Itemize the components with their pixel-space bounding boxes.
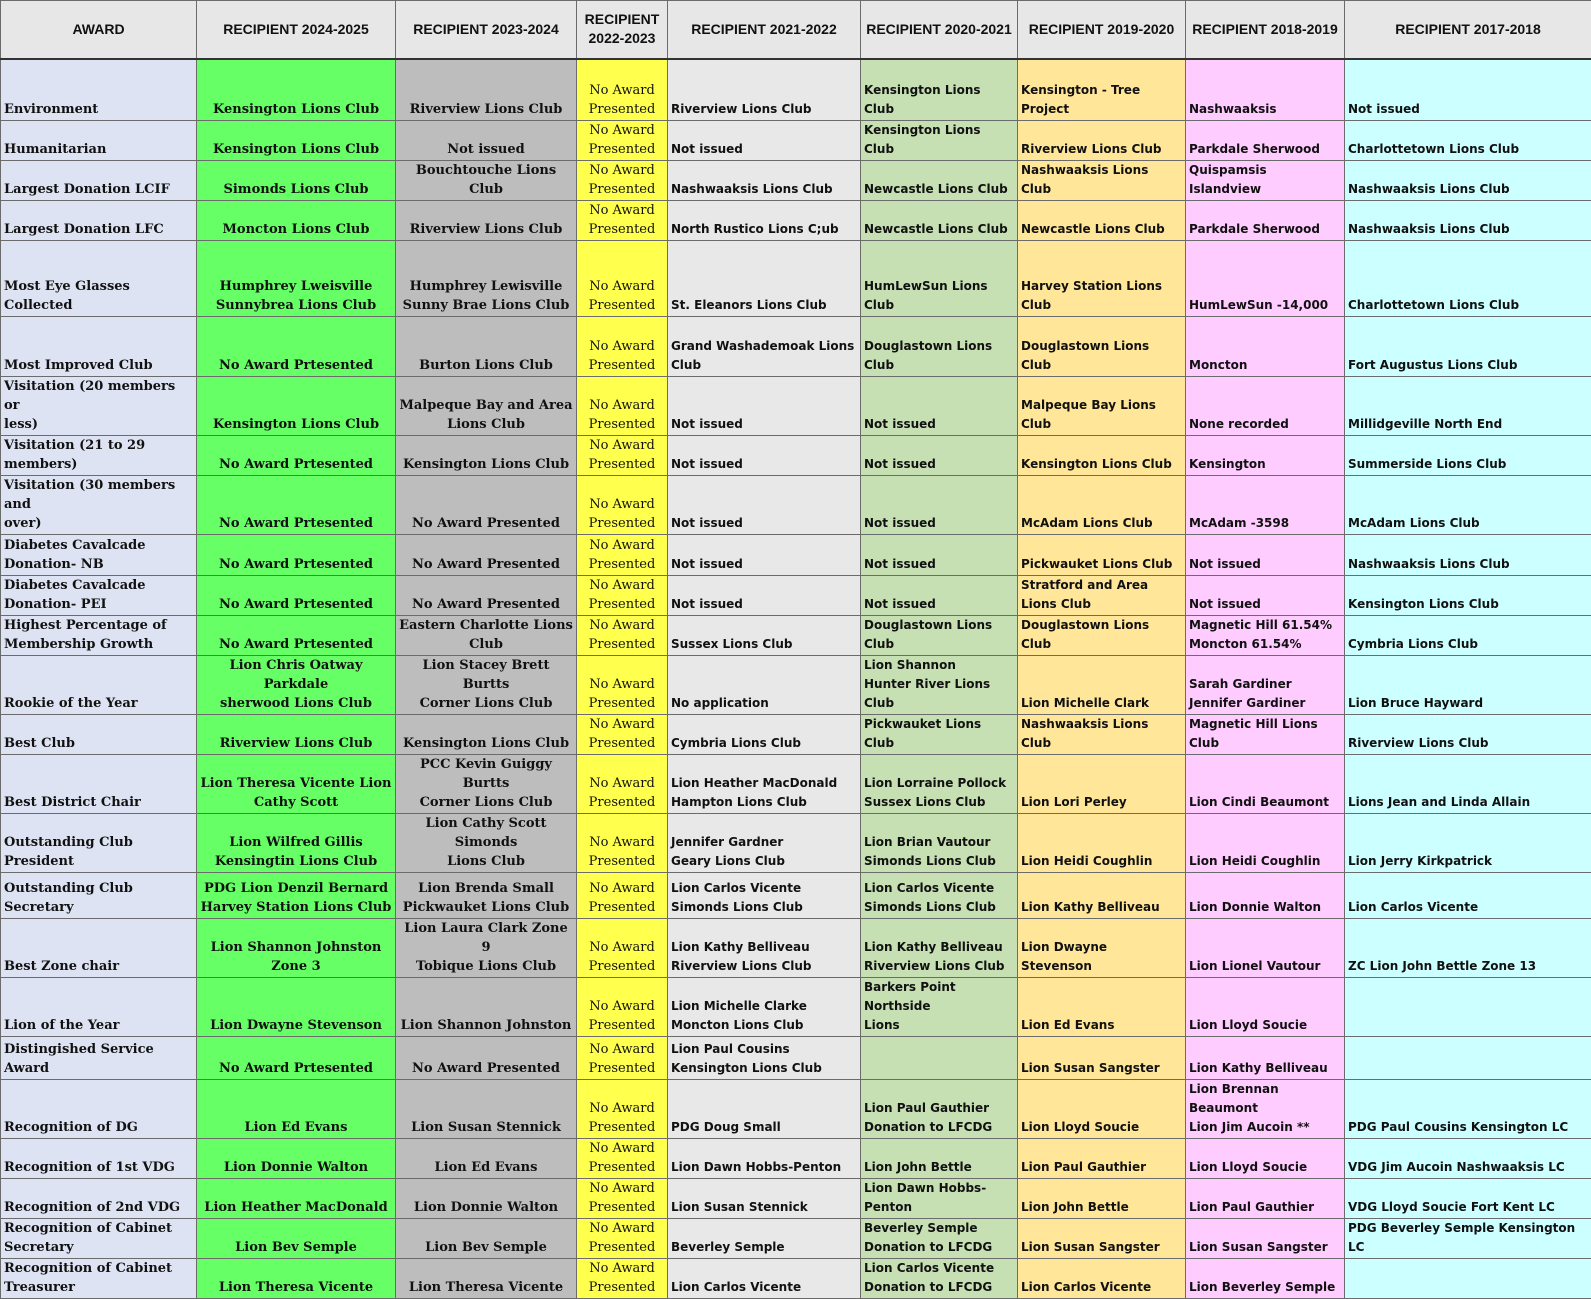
cell-recipient-2024-2025[interactable]: Lion Donnie Walton bbox=[197, 1138, 396, 1178]
cell-recipient-2024-2025[interactable]: Lion Shannon Johnston Zone 3 bbox=[197, 918, 396, 977]
cell-recipient-2018-2019[interactable]: Lion Susan Sangster bbox=[1186, 1218, 1345, 1258]
cell-recipient-2022-2023[interactable]: No Award Presented bbox=[577, 714, 668, 754]
cell-recipient-2017-2018[interactable]: Summerside Lions Club bbox=[1345, 435, 1591, 475]
cell-recipient-2024-2025[interactable]: No Award Prtesented bbox=[197, 316, 396, 376]
cell-recipient-2022-2023[interactable]: No Award Presented bbox=[577, 754, 668, 813]
cell-recipient-2018-2019[interactable]: Lion Brennan Beaumont Lion Jim Aucoin ** bbox=[1186, 1079, 1345, 1138]
cell-recipient-2018-2019[interactable]: Sarah Gardiner Jennifer Gardiner bbox=[1186, 655, 1345, 714]
cell-recipient-2020-2021[interactable]: Lion Lorraine Pollock Sussex Lions Club bbox=[861, 754, 1018, 813]
cell-recipient-2021-2022[interactable]: Lion Carlos Vicente bbox=[668, 1258, 861, 1298]
cell-recipient-2019-2020[interactable]: Lion Dwayne Stevenson bbox=[1018, 918, 1186, 977]
cell-recipient-2020-2021[interactable]: Not issued bbox=[861, 435, 1018, 475]
cell-recipient-2022-2023[interactable]: No Award Presented bbox=[577, 977, 668, 1036]
cell-recipient-2017-2018[interactable]: Nashwaaksis Lions Club bbox=[1345, 160, 1591, 200]
cell-recipient-2017-2018[interactable] bbox=[1345, 1036, 1591, 1079]
cell-recipient-2019-2020[interactable]: Lion Paul Gauthier bbox=[1018, 1138, 1186, 1178]
cell-recipient-2019-2020[interactable]: Nashwaaksis Lions Club bbox=[1018, 160, 1186, 200]
cell-recipient-2024-2025[interactable]: Riverview Lions Club bbox=[197, 714, 396, 754]
cell-recipient-2020-2021[interactable]: Lion Dawn Hobbs- Penton bbox=[861, 1178, 1018, 1218]
table-row bbox=[1, 200, 1591, 240]
cell-recipient-2017-2018[interactable]: VDG Jim Aucoin Nashwaaksis LC bbox=[1345, 1138, 1591, 1178]
table-row bbox=[1, 240, 1591, 316]
cell-recipient-2024-2025[interactable]: No Award Prtesented bbox=[197, 475, 396, 534]
cell-recipient-2024-2025[interactable]: Lion Bev Semple bbox=[197, 1218, 396, 1258]
cell-recipient-2022-2023[interactable]: No Award Presented bbox=[577, 575, 668, 615]
cell-recipient-2018-2019[interactable]: Lion Kathy Belliveau bbox=[1186, 1036, 1345, 1079]
cell-recipient-2019-2020[interactable]: Lion John Bettle bbox=[1018, 1178, 1186, 1218]
cell-recipient-2023-2024[interactable]: Humphrey Lewisville Sunny Brae Lions Club bbox=[396, 240, 577, 316]
cell-recipient-2019-2020[interactable]: Stratford and Area Lions Club bbox=[1018, 575, 1186, 615]
cell-recipient-2023-2024[interactable]: PCC Kevin Guiggy Burtts Corner Lions Club bbox=[396, 754, 577, 813]
cell-recipient-2023-2024[interactable]: Lion Laura Clark Zone 9 Tobique Lions Club bbox=[396, 918, 577, 977]
header-recipient-2023-2024[interactable]: RECIPIENT 2023-2024 bbox=[396, 1, 577, 60]
table-row bbox=[1, 977, 1591, 1036]
header-award[interactable]: AWARD bbox=[1, 1, 197, 60]
cell-award[interactable]: Visitation (30 members and over) bbox=[1, 475, 197, 534]
cell-recipient-2024-2025[interactable]: No Award Prtesented bbox=[197, 575, 396, 615]
cell-award[interactable]: Visitation (21 to 29 members) bbox=[1, 435, 197, 475]
cell-recipient-2017-2018[interactable]: PDG Beverley Semple Kensington LC bbox=[1345, 1218, 1591, 1258]
cell-award[interactable]: Best Zone chair bbox=[1, 918, 197, 977]
cell-award[interactable]: Largest Donation LCIF bbox=[1, 160, 197, 200]
cell-recipient-2024-2025[interactable]: Lion Chris Oatway Parkdale sherwood Lions Club bbox=[197, 655, 396, 714]
cell-recipient-2023-2024[interactable]: Riverview Lions Club bbox=[396, 200, 577, 240]
cell-recipient-2017-2018[interactable]: Riverview Lions Club bbox=[1345, 714, 1591, 754]
cell-recipient-2018-2019[interactable]: Nashwaaksis bbox=[1186, 59, 1345, 120]
table-row bbox=[1, 160, 1591, 200]
cell-recipient-2017-2018[interactable]: Lion Bruce Hayward bbox=[1345, 655, 1591, 714]
cell-recipient-2024-2025[interactable]: No Award Prtesented bbox=[197, 435, 396, 475]
cell-award[interactable]: Recognition of Cabinet Treasurer bbox=[1, 1258, 197, 1298]
cell-recipient-2022-2023[interactable]: No Award Presented bbox=[577, 872, 668, 918]
cell-recipient-2022-2023[interactable]: No Award Presented bbox=[577, 1258, 668, 1298]
table-row bbox=[1, 1138, 1591, 1178]
cell-recipient-2021-2022[interactable]: Beverley Semple bbox=[668, 1218, 861, 1258]
table-row bbox=[1, 376, 1591, 435]
cell-recipient-2020-2021[interactable]: Kensington Lions Club bbox=[861, 59, 1018, 120]
cell-recipient-2018-2019[interactable]: Not issued bbox=[1186, 534, 1345, 575]
cell-recipient-2024-2025[interactable]: Moncton Lions Club bbox=[197, 200, 396, 240]
cell-recipient-2017-2018[interactable]: Nashwaaksis Lions Club bbox=[1345, 534, 1591, 575]
cell-recipient-2017-2018[interactable]: Not issued bbox=[1345, 59, 1591, 120]
header-recipient-2021-2022[interactable]: RECIPIENT 2021-2022 bbox=[668, 1, 861, 60]
cell-recipient-2019-2020[interactable]: Malpeque Bay Lions Club bbox=[1018, 376, 1186, 435]
cell-recipient-2024-2025[interactable]: Lion Heather MacDonald bbox=[197, 1178, 396, 1218]
table-row bbox=[1, 59, 1591, 120]
cell-recipient-2023-2024[interactable]: Lion Theresa Vicente bbox=[396, 1258, 577, 1298]
cell-recipient-2017-2018[interactable]: Lions Jean and Linda Allain bbox=[1345, 754, 1591, 813]
cell-recipient-2022-2023[interactable]: No Award Presented bbox=[577, 59, 668, 120]
cell-recipient-2020-2021[interactable]: Pickwauket Lions Club bbox=[861, 714, 1018, 754]
cell-recipient-2022-2023[interactable]: No Award Presented bbox=[577, 655, 668, 714]
cell-recipient-2021-2022[interactable]: Lion Paul Cousins Kensington Lions Club bbox=[668, 1036, 861, 1079]
cell-recipient-2021-2022[interactable]: Lion Kathy Belliveau Riverview Lions Club bbox=[668, 918, 861, 977]
cell-recipient-2020-2021[interactable]: Douglastown Lions Club bbox=[861, 615, 1018, 655]
cell-recipient-2024-2025[interactable]: Humphrey Lweisville Sunnybrea Lions Club bbox=[197, 240, 396, 316]
cell-recipient-2021-2022[interactable]: PDG Doug Small bbox=[668, 1079, 861, 1138]
cell-recipient-2022-2023[interactable]: No Award Presented bbox=[577, 813, 668, 872]
cell-recipient-2022-2023[interactable]: No Award Presented bbox=[577, 1036, 668, 1079]
table-row bbox=[1, 475, 1591, 534]
cell-recipient-2022-2023[interactable]: No Award Presented bbox=[577, 918, 668, 977]
cell-recipient-2023-2024[interactable]: Lion Donnie Walton bbox=[396, 1178, 577, 1218]
cell-recipient-2019-2020[interactable]: Lion Heidi Coughlin bbox=[1018, 813, 1186, 872]
cell-recipient-2017-2018[interactable] bbox=[1345, 977, 1591, 1036]
cell-recipient-2021-2022[interactable]: No application bbox=[668, 655, 861, 714]
cell-recipient-2023-2024[interactable]: Kensington Lions Club bbox=[396, 714, 577, 754]
cell-award[interactable]: Distingished Service Award bbox=[1, 1036, 197, 1079]
cell-recipient-2024-2025[interactable]: Lion Wilfred Gillis Kensingtin Lions Club bbox=[197, 813, 396, 872]
cell-recipient-2023-2024[interactable]: Lion Susan Stennick bbox=[396, 1079, 577, 1138]
cell-recipient-2018-2019[interactable]: Quispamsis Islandview bbox=[1186, 160, 1345, 200]
cell-award[interactable]: Lion of the Year bbox=[1, 977, 197, 1036]
cell-recipient-2020-2021[interactable]: Beverley Semple Donation to LFCDG bbox=[861, 1218, 1018, 1258]
cell-recipient-2024-2025[interactable]: Simonds Lions Club bbox=[197, 160, 396, 200]
cell-recipient-2019-2020[interactable]: Lion Ed Evans bbox=[1018, 977, 1186, 1036]
cell-recipient-2022-2023[interactable]: No Award Presented bbox=[577, 1218, 668, 1258]
cell-recipient-2021-2022[interactable]: Lion Carlos Vicente Simonds Lions Club bbox=[668, 872, 861, 918]
header-recipient-2019-2020[interactable]: RECIPIENT 2019-2020 bbox=[1018, 1, 1186, 60]
cell-recipient-2022-2023[interactable]: No Award Presented bbox=[577, 376, 668, 435]
table-row bbox=[1, 1218, 1591, 1258]
cell-recipient-2020-2021[interactable]: HumLewSun Lions Club bbox=[861, 240, 1018, 316]
cell-recipient-2020-2021[interactable]: Barkers Point Northside Lions bbox=[861, 977, 1018, 1036]
cell-recipient-2021-2022[interactable]: Not issued bbox=[668, 120, 861, 160]
cell-recipient-2017-2018[interactable] bbox=[1345, 1258, 1591, 1298]
cell-recipient-2021-2022[interactable]: North Rustico Lions C;ub bbox=[668, 200, 861, 240]
cell-recipient-2024-2025[interactable]: Lion Theresa Vicente bbox=[197, 1258, 396, 1298]
cell-recipient-2020-2021[interactable]: Newcastle Lions Club bbox=[861, 200, 1018, 240]
cell-recipient-2023-2024[interactable]: No Award Presented bbox=[396, 1036, 577, 1079]
cell-recipient-2021-2022[interactable]: Not issued bbox=[668, 575, 861, 615]
cell-recipient-2019-2020[interactable]: Newcastle Lions Club bbox=[1018, 200, 1186, 240]
cell-recipient-2023-2024[interactable]: No Award Presented bbox=[396, 534, 577, 575]
cell-recipient-2018-2019[interactable]: Lion Lloyd Soucie bbox=[1186, 977, 1345, 1036]
cell-recipient-2019-2020[interactable]: Lion Lloyd Soucie bbox=[1018, 1079, 1186, 1138]
header-recipient-2022-2023[interactable]: RECIPIENT 2022-2023 bbox=[577, 1, 668, 60]
cell-recipient-2023-2024[interactable]: No Award Presented bbox=[396, 575, 577, 615]
cell-recipient-2024-2025[interactable]: Lion Dwayne Stevenson bbox=[197, 977, 396, 1036]
cell-award[interactable]: Outstanding Club President bbox=[1, 813, 197, 872]
cell-recipient-2018-2019[interactable]: Lion Beverley Semple bbox=[1186, 1258, 1345, 1298]
cell-award[interactable]: Environment bbox=[1, 59, 197, 120]
cell-award[interactable]: Highest Percentage of Membership Growth bbox=[1, 615, 197, 655]
cell-recipient-2018-2019[interactable]: Parkdale Sherwood bbox=[1186, 120, 1345, 160]
cell-recipient-2020-2021[interactable]: Kensington Lions Club bbox=[861, 120, 1018, 160]
cell-award[interactable]: Most Eye Glasses Collected bbox=[1, 240, 197, 316]
cell-recipient-2018-2019[interactable]: Magnetic Hill Lions Club bbox=[1186, 714, 1345, 754]
cell-recipient-2020-2021[interactable]: Lion Brian Vautour Simonds Lions Club bbox=[861, 813, 1018, 872]
cell-recipient-2023-2024[interactable]: Lion Shannon Johnston bbox=[396, 977, 577, 1036]
cell-award[interactable]: Outstanding Club Secretary bbox=[1, 872, 197, 918]
table-row bbox=[1, 813, 1591, 872]
cell-recipient-2020-2021[interactable]: Not issued bbox=[861, 534, 1018, 575]
cell-recipient-2019-2020[interactable]: Harvey Station Lions Club bbox=[1018, 240, 1186, 316]
cell-recipient-2024-2025[interactable]: Kensington Lions Club bbox=[197, 376, 396, 435]
cell-recipient-2018-2019[interactable]: Lion Heidi Coughlin bbox=[1186, 813, 1345, 872]
cell-award[interactable]: Humanitarian bbox=[1, 120, 197, 160]
cell-recipient-2022-2023[interactable]: No Award Presented bbox=[577, 120, 668, 160]
cell-recipient-2020-2021[interactable]: Not issued bbox=[861, 475, 1018, 534]
cell-recipient-2018-2019[interactable]: HumLewSun -14,000 bbox=[1186, 240, 1345, 316]
cell-recipient-2020-2021[interactable]: Lion John Bettle bbox=[861, 1138, 1018, 1178]
table-row bbox=[1, 655, 1591, 714]
cell-recipient-2021-2022[interactable]: Not issued bbox=[668, 376, 861, 435]
cell-recipient-2019-2020[interactable]: Nashwaaksis Lions Club bbox=[1018, 714, 1186, 754]
cell-recipient-2024-2025[interactable]: Lion Theresa Vicente Lion Cathy Scott bbox=[197, 754, 396, 813]
cell-recipient-2017-2018[interactable]: Cymbria Lions Club bbox=[1345, 615, 1591, 655]
cell-award[interactable]: Diabetes Cavalcade Donation- NB bbox=[1, 534, 197, 575]
cell-recipient-2021-2022[interactable]: Grand Washademoak Lions Club bbox=[668, 316, 861, 376]
cell-recipient-2019-2020[interactable]: Lion Susan Sangster bbox=[1018, 1036, 1186, 1079]
table-row bbox=[1, 1178, 1591, 1218]
cell-recipient-2019-2020[interactable]: Douglastown Lions Club bbox=[1018, 316, 1186, 376]
cell-recipient-2021-2022[interactable]: Lion Susan Stennick bbox=[668, 1178, 861, 1218]
cell-recipient-2022-2023[interactable]: No Award Presented bbox=[577, 1138, 668, 1178]
cell-recipient-2019-2020[interactable]: Lion Susan Sangster bbox=[1018, 1218, 1186, 1258]
cell-recipient-2018-2019[interactable]: Parkdale Sherwood bbox=[1186, 200, 1345, 240]
cell-award[interactable]: Diabetes Cavalcade Donation- PEI bbox=[1, 575, 197, 615]
cell-recipient-2019-2020[interactable]: Lion Lori Perley bbox=[1018, 754, 1186, 813]
cell-recipient-2024-2025[interactable]: No Award Prtesented bbox=[197, 615, 396, 655]
cell-recipient-2023-2024[interactable]: Kensington Lions Club bbox=[396, 435, 577, 475]
table-row bbox=[1, 615, 1591, 655]
cell-recipient-2018-2019[interactable]: Lion Lloyd Soucie bbox=[1186, 1138, 1345, 1178]
cell-recipient-2021-2022[interactable]: Not issued bbox=[668, 435, 861, 475]
cell-recipient-2020-2021[interactable] bbox=[861, 1036, 1018, 1079]
cell-recipient-2018-2019[interactable]: Lion Cindi Beaumont bbox=[1186, 754, 1345, 813]
cell-recipient-2019-2020[interactable]: Lion Kathy Belliveau bbox=[1018, 872, 1186, 918]
cell-recipient-2019-2020[interactable]: Kensington Lions Club bbox=[1018, 435, 1186, 475]
cell-recipient-2021-2022[interactable]: Nashwaaksis Lions Club bbox=[668, 160, 861, 200]
cell-recipient-2022-2023[interactable]: No Award Presented bbox=[577, 435, 668, 475]
cell-award[interactable]: Recognition of Cabinet Secretary bbox=[1, 1218, 197, 1258]
cell-recipient-2022-2023[interactable]: No Award Presented bbox=[577, 1178, 668, 1218]
cell-recipient-2017-2018[interactable]: ZC Lion John Bettle Zone 13 bbox=[1345, 918, 1591, 977]
cell-recipient-2018-2019[interactable]: Lion Paul Gauthier bbox=[1186, 1178, 1345, 1218]
cell-recipient-2023-2024[interactable]: Eastern Charlotte Lions Club bbox=[396, 615, 577, 655]
cell-recipient-2021-2022[interactable]: Jennifer Gardner Geary Lions Club bbox=[668, 813, 861, 872]
cell-recipient-2020-2021[interactable]: Lion Shannon Hunter River Lions Club bbox=[861, 655, 1018, 714]
cell-recipient-2021-2022[interactable]: Sussex Lions Club bbox=[668, 615, 861, 655]
cell-recipient-2023-2024[interactable]: Not issued bbox=[396, 120, 577, 160]
cell-recipient-2023-2024[interactable]: Riverview Lions Club bbox=[396, 59, 577, 120]
cell-recipient-2017-2018[interactable]: Charlottetown Lions Club bbox=[1345, 120, 1591, 160]
cell-award[interactable]: Most Improved Club bbox=[1, 316, 197, 376]
table-row bbox=[1, 575, 1591, 615]
cell-recipient-2017-2018[interactable]: Lion Carlos Vicente bbox=[1345, 872, 1591, 918]
cell-recipient-2020-2021[interactable]: Not issued bbox=[861, 376, 1018, 435]
cell-recipient-2022-2023[interactable]: No Award Presented bbox=[577, 240, 668, 316]
cell-recipient-2021-2022[interactable]: Cymbria Lions Club bbox=[668, 714, 861, 754]
table-row bbox=[1, 316, 1591, 376]
cell-recipient-2022-2023[interactable]: No Award Presented bbox=[577, 316, 668, 376]
cell-award[interactable]: Visitation (20 members or less) bbox=[1, 376, 197, 435]
cell-recipient-2018-2019[interactable]: Kensington bbox=[1186, 435, 1345, 475]
table-row bbox=[1, 1079, 1591, 1138]
cell-recipient-2018-2019[interactable]: Moncton bbox=[1186, 316, 1345, 376]
cell-recipient-2022-2023[interactable]: No Award Presented bbox=[577, 534, 668, 575]
cell-recipient-2019-2020[interactable]: Douglastown Lions Club bbox=[1018, 615, 1186, 655]
cell-award[interactable]: Largest Donation LFC bbox=[1, 200, 197, 240]
cell-recipient-2020-2021[interactable]: Lion Kathy Belliveau Riverview Lions Club bbox=[861, 918, 1018, 977]
cell-recipient-2023-2024[interactable]: Lion Stacey Brett Burtts Corner Lions Club bbox=[396, 655, 577, 714]
table-row bbox=[1, 918, 1591, 977]
cell-award[interactable]: Best District Chair bbox=[1, 754, 197, 813]
cell-recipient-2022-2023[interactable]: No Award Presented bbox=[577, 160, 668, 200]
cell-recipient-2023-2024[interactable]: Lion Cathy Scott Simonds Lions Club bbox=[396, 813, 577, 872]
cell-recipient-2023-2024[interactable]: Burton Lions Club bbox=[396, 316, 577, 376]
cell-recipient-2023-2024[interactable]: Bouchtouche Lions Club bbox=[396, 160, 577, 200]
cell-recipient-2020-2021[interactable]: Not issued bbox=[861, 575, 1018, 615]
header-row bbox=[1, 1, 1591, 60]
cell-recipient-2017-2018[interactable]: Millidgeville North End bbox=[1345, 376, 1591, 435]
cell-recipient-2022-2023[interactable]: No Award Presented bbox=[577, 200, 668, 240]
header-recipient-2018-2019[interactable]: RECIPIENT 2018-2019 bbox=[1186, 1, 1345, 60]
cell-recipient-2021-2022[interactable]: Not issued bbox=[668, 534, 861, 575]
header-recipient-2024-2025[interactable]: RECIPIENT 2024-2025 bbox=[197, 1, 396, 60]
cell-award[interactable]: Best Club bbox=[1, 714, 197, 754]
cell-recipient-2021-2022[interactable]: Lion Heather MacDonald Hampton Lions Club bbox=[668, 754, 861, 813]
cell-recipient-2024-2025[interactable]: Kensington Lions Club bbox=[197, 120, 396, 160]
table-row bbox=[1, 872, 1591, 918]
table-row bbox=[1, 714, 1591, 754]
table-row bbox=[1, 754, 1591, 813]
cell-recipient-2024-2025[interactable]: PDG Lion Denzil Bernard Harvey Station Lions Club bbox=[197, 872, 396, 918]
cell-recipient-2018-2019[interactable]: Lion Lionel Vautour bbox=[1186, 918, 1345, 977]
cell-recipient-2021-2022[interactable]: Lion Dawn Hobbs-Penton bbox=[668, 1138, 861, 1178]
cell-recipient-2021-2022[interactable]: Riverview Lions Club bbox=[668, 59, 861, 120]
cell-recipient-2019-2020[interactable]: Riverview Lions Club bbox=[1018, 120, 1186, 160]
cell-recipient-2018-2019[interactable]: McAdam -3598 bbox=[1186, 475, 1345, 534]
cell-recipient-2018-2019[interactable]: Magnetic Hill 61.54% Moncton 61.54% bbox=[1186, 615, 1345, 655]
cell-recipient-2017-2018[interactable]: PDG Paul Cousins Kensington LC bbox=[1345, 1079, 1591, 1138]
cell-recipient-2022-2023[interactable]: No Award Presented bbox=[577, 615, 668, 655]
cell-recipient-2021-2022[interactable]: Not issued bbox=[668, 475, 861, 534]
cell-recipient-2021-2022[interactable]: Lion Michelle Clarke Moncton Lions Club bbox=[668, 977, 861, 1036]
cell-recipient-2019-2020[interactable]: Lion Michelle Clark bbox=[1018, 655, 1186, 714]
cell-recipient-2024-2025[interactable]: No Award Prtesented bbox=[197, 534, 396, 575]
cell-award[interactable]: Recognition of 2nd VDG bbox=[1, 1178, 197, 1218]
cell-recipient-2018-2019[interactable]: Lion Donnie Walton bbox=[1186, 872, 1345, 918]
header-recipient-2017-2018[interactable]: RECIPIENT 2017-2018 bbox=[1345, 1, 1591, 60]
cell-recipient-2021-2022[interactable]: St. Eleanors Lions Club bbox=[668, 240, 861, 316]
cell-recipient-2018-2019[interactable]: Not issued bbox=[1186, 575, 1345, 615]
cell-recipient-2019-2020[interactable]: Kensington - Tree Project bbox=[1018, 59, 1186, 120]
table-row bbox=[1, 1036, 1591, 1079]
cell-recipient-2022-2023[interactable]: No Award Presented bbox=[577, 475, 668, 534]
cell-recipient-2020-2021[interactable]: Lion Paul Gauthier Donation to LFCDG bbox=[861, 1079, 1018, 1138]
cell-recipient-2023-2024[interactable]: Lion Ed Evans bbox=[396, 1138, 577, 1178]
cell-recipient-2020-2021[interactable]: Lion Carlos Vicente Donation to LFCDG bbox=[861, 1258, 1018, 1298]
cell-award[interactable]: Rookie of the Year bbox=[1, 655, 197, 714]
table-row bbox=[1, 534, 1591, 575]
table-row bbox=[1, 1258, 1591, 1298]
cell-award[interactable]: Recognition of DG bbox=[1, 1079, 197, 1138]
table-row bbox=[1, 435, 1591, 475]
cell-recipient-2024-2025[interactable]: Lion Ed Evans bbox=[197, 1079, 396, 1138]
cell-recipient-2017-2018[interactable]: Fort Augustus Lions Club bbox=[1345, 316, 1591, 376]
cell-recipient-2023-2024[interactable]: Lion Bev Semple bbox=[396, 1218, 577, 1258]
cell-recipient-2018-2019[interactable]: None recorded bbox=[1186, 376, 1345, 435]
cell-recipient-2017-2018[interactable]: Lion Jerry Kirkpatrick bbox=[1345, 813, 1591, 872]
cell-recipient-2024-2025[interactable]: No Award Prtesented bbox=[197, 1036, 396, 1079]
cell-recipient-2019-2020[interactable]: McAdam Lions Club bbox=[1018, 475, 1186, 534]
cell-recipient-2017-2018[interactable]: Charlottetown Lions Club bbox=[1345, 240, 1591, 316]
cell-recipient-2020-2021[interactable]: Douglastown Lions Club bbox=[861, 316, 1018, 376]
cell-recipient-2017-2018[interactable]: McAdam Lions Club bbox=[1345, 475, 1591, 534]
cell-recipient-2022-2023[interactable]: No Award Presented bbox=[577, 1079, 668, 1138]
cell-recipient-2020-2021[interactable]: Newcastle Lions Club bbox=[861, 160, 1018, 200]
cell-recipient-2020-2021[interactable]: Lion Carlos Vicente Simonds Lions Club bbox=[861, 872, 1018, 918]
header-recipient-2020-2021[interactable]: RECIPIENT 2020-2021 bbox=[861, 1, 1018, 60]
cell-recipient-2023-2024[interactable]: No Award Presented bbox=[396, 475, 577, 534]
cell-recipient-2017-2018[interactable]: Nashwaaksis Lions Club bbox=[1345, 200, 1591, 240]
cell-recipient-2024-2025[interactable]: Kensington Lions Club bbox=[197, 59, 396, 120]
cell-recipient-2017-2018[interactable]: VDG Lloyd Soucie Fort Kent LC bbox=[1345, 1178, 1591, 1218]
cell-recipient-2023-2024[interactable]: Lion Brenda Small Pickwauket Lions Club bbox=[396, 872, 577, 918]
cell-recipient-2023-2024[interactable]: Malpeque Bay and Area Lions Club bbox=[396, 376, 577, 435]
cell-award[interactable]: Recognition of 1st VDG bbox=[1, 1138, 197, 1178]
cell-recipient-2019-2020[interactable]: Lion Carlos Vicente bbox=[1018, 1258, 1186, 1298]
cell-recipient-2017-2018[interactable]: Kensington Lions Club bbox=[1345, 575, 1591, 615]
table-body bbox=[1, 59, 1591, 1298]
cell-recipient-2019-2020[interactable]: Pickwauket Lions Club bbox=[1018, 534, 1186, 575]
table-row bbox=[1, 120, 1591, 160]
